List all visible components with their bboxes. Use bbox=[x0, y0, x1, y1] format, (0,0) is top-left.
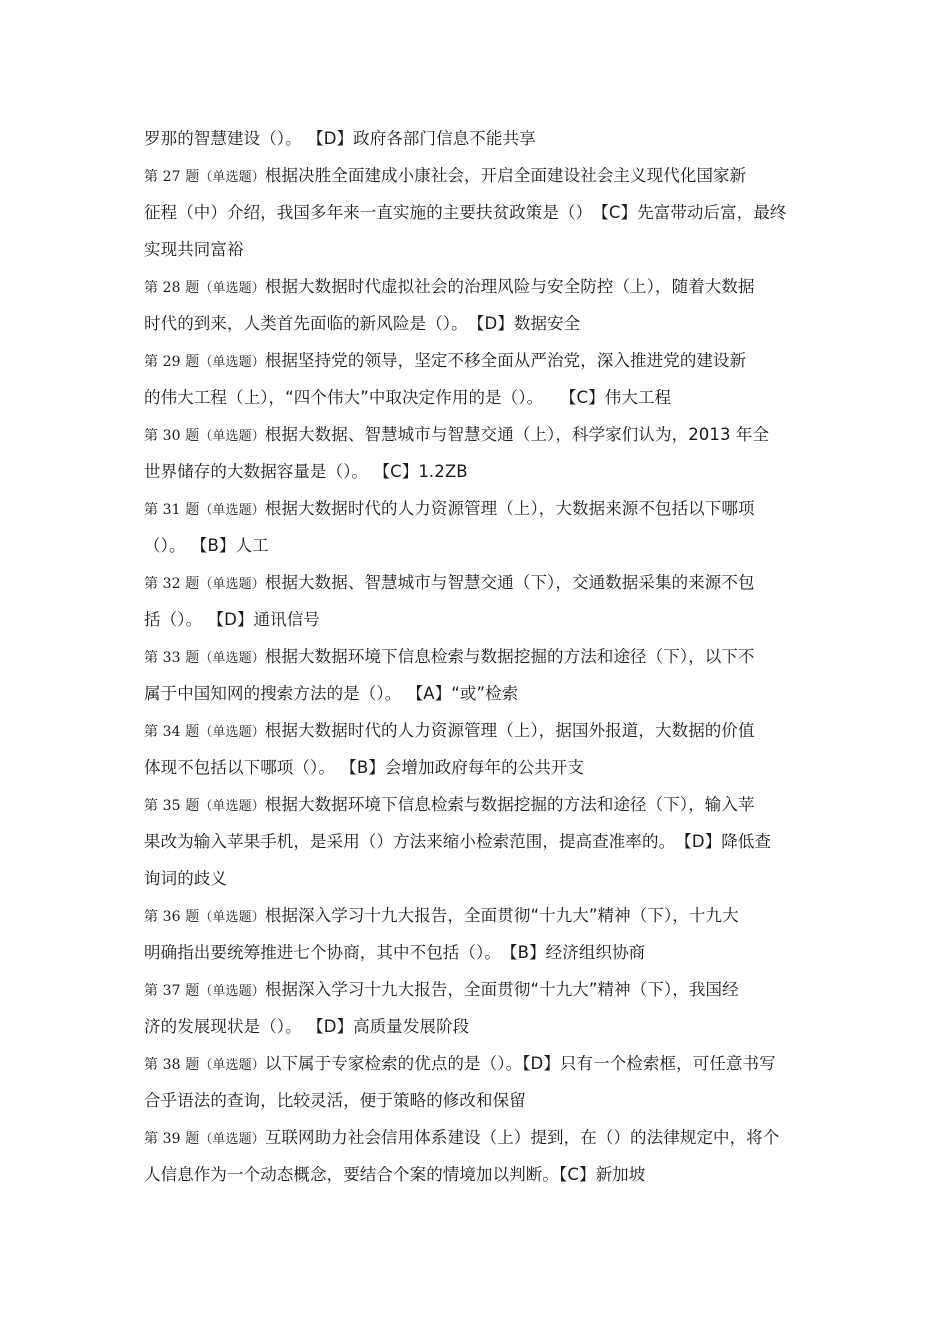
text-line bbox=[144, 675, 809, 712]
text-line bbox=[144, 749, 809, 786]
text-line bbox=[144, 638, 809, 675]
text-line bbox=[144, 305, 809, 342]
text-line bbox=[144, 379, 809, 416]
text-line bbox=[144, 601, 809, 638]
line-text: 根据决胜全面建成小康社会，开启全面建设社会主义现代化国家新 bbox=[264, 166, 747, 185]
text-line bbox=[144, 1156, 809, 1193]
text-line bbox=[144, 231, 809, 268]
question-number: 第 31 题 bbox=[144, 502, 200, 518]
question-type: （单选题） bbox=[199, 984, 265, 999]
text-line bbox=[144, 860, 809, 897]
text-line bbox=[144, 157, 809, 194]
line-text: 根据坚持党的领导，坚定不移全面从严治党，深入推进党的建设新 bbox=[264, 351, 747, 370]
text-line bbox=[144, 897, 809, 934]
text-line bbox=[144, 712, 809, 749]
question-type: （单选题） bbox=[199, 503, 265, 518]
line-text: 根据大数据时代的人力资源管理（上），大数据来源不包括以下哪项 bbox=[264, 499, 755, 518]
line-text: 以下属于专家检索的优点的是（）。【D】只有一个检索框，可任意书写 bbox=[264, 1054, 776, 1073]
question-type: （单选题） bbox=[199, 429, 265, 444]
line-text: 罗那的智慧建设（）。 【D】政府各部门信息不能共享 bbox=[144, 129, 536, 148]
line-text: 合乎语法的查询，比较灵活，便于策略的修改和保留 bbox=[144, 1091, 526, 1110]
question-type: （单选题） bbox=[199, 170, 265, 185]
line-text: 根据大数据环境下信息检索与数据挖掘的方法和途径（下），输入苹 bbox=[264, 795, 755, 814]
line-text: 根据大数据、智慧城市与智慧交通（上），科学家们认为，2013 年全 bbox=[264, 425, 770, 444]
question-type: （单选题） bbox=[199, 281, 265, 296]
question-number: 第 36 题 bbox=[144, 909, 200, 925]
question-type: （单选题） bbox=[199, 1132, 265, 1147]
line-text: 根据大数据环境下信息检索与数据挖掘的方法和途径（下），以下不 bbox=[264, 647, 755, 666]
question-type: （单选题） bbox=[199, 355, 265, 370]
line-text: （）。 【B】人工 bbox=[144, 536, 269, 555]
question-type: （单选题） bbox=[199, 799, 265, 814]
text-line bbox=[144, 194, 809, 231]
line-text: 人信息作为一个动态概念，要结合个案的情境加以判断。【C】新加坡 bbox=[144, 1165, 646, 1184]
text-line bbox=[144, 1008, 809, 1045]
line-text: 济的发展现状是（）。 【D】高质量发展阶段 bbox=[144, 1017, 470, 1036]
text-line bbox=[144, 1119, 809, 1156]
question-type: （单选题） bbox=[199, 577, 265, 592]
question-number: 第 39 题 bbox=[144, 1131, 200, 1147]
line-text: 明确指出要统筹推进七个协商，其中不包括（）。 【B】经济组织协商 bbox=[144, 943, 646, 962]
text-line bbox=[144, 971, 809, 1008]
text-line bbox=[144, 453, 809, 490]
text-line bbox=[144, 1045, 809, 1082]
line-text: 根据大数据时代的人力资源管理（上），据国外报道，大数据的价值 bbox=[264, 721, 755, 740]
question-number: 第 35 题 bbox=[144, 798, 200, 814]
line-text: 根据大数据、智慧城市与智慧交通（下），交通数据采集的来源不包 bbox=[264, 573, 755, 592]
text-line bbox=[144, 268, 809, 305]
question-type: （单选题） bbox=[199, 910, 265, 925]
question-number: 第 38 题 bbox=[144, 1057, 200, 1073]
line-text: 的伟大工程（上），“四个伟大”中取决定作用的是（）。 【C】伟大工程 bbox=[144, 388, 672, 407]
question-number: 第 33 题 bbox=[144, 650, 200, 666]
text-line bbox=[144, 416, 809, 453]
line-text: 根据大数据时代虚拟社会的治理风险与安全防控（上），随着大数据 bbox=[264, 277, 755, 296]
text-line bbox=[144, 1082, 809, 1119]
text-line bbox=[144, 490, 809, 527]
line-text: 征程（中）介绍，我国多年来一直实施的主要扶贫政策是（） 【C】先富带动后富，最终 bbox=[144, 203, 787, 222]
line-text: 体现不包括以下哪项（）。 【B】会增加政府每年的公共开支 bbox=[144, 758, 585, 777]
text-line bbox=[144, 786, 809, 823]
question-list bbox=[144, 120, 809, 1193]
line-text: 世界储存的大数据容量是（）。 【C】1.2ZB bbox=[144, 462, 468, 481]
question-number: 第 28 题 bbox=[144, 280, 200, 296]
text-line bbox=[144, 934, 809, 971]
line-text: 时代的到来，人类首先面临的新风险是（）。 【D】数据安全 bbox=[144, 314, 581, 333]
line-text: 属于中国知网的搜索方法的是（）。 【A】“或”检索 bbox=[144, 684, 519, 703]
line-text: 括（）。 【D】通讯信号 bbox=[144, 610, 320, 629]
line-text: 根据深入学习十九大报告，全面贯彻“十九大”精神（下），十九大 bbox=[264, 906, 739, 925]
text-line bbox=[144, 342, 809, 379]
text-line bbox=[144, 564, 809, 601]
line-text: 根据深入学习十九大报告，全面贯彻“十九大”精神（下），我国经 bbox=[264, 980, 739, 999]
question-number: 第 32 题 bbox=[144, 576, 200, 592]
text-line bbox=[144, 120, 809, 157]
question-number: 第 34 题 bbox=[144, 724, 200, 740]
text-line bbox=[144, 823, 809, 860]
line-text: 询词的歧义 bbox=[144, 869, 227, 888]
question-type: （单选题） bbox=[199, 1058, 265, 1073]
line-text: 果改为输入苹果手机，是采用（）方法来缩小检索范围，提高查准率的。 【D】降低查 bbox=[144, 832, 772, 851]
question-number: 第 29 题 bbox=[144, 354, 200, 370]
line-text: 互联网助力社会信用体系建设（上）提到，在（）的法律规定中，将个 bbox=[264, 1128, 780, 1147]
line-text: 实现共同富裕 bbox=[144, 240, 244, 259]
question-type: （单选题） bbox=[199, 725, 265, 740]
text-line bbox=[144, 527, 809, 564]
question-number: 第 30 题 bbox=[144, 428, 200, 444]
question-number: 第 37 题 bbox=[144, 983, 200, 999]
question-type: （单选题） bbox=[199, 651, 265, 666]
question-number: 第 27 题 bbox=[144, 169, 200, 185]
